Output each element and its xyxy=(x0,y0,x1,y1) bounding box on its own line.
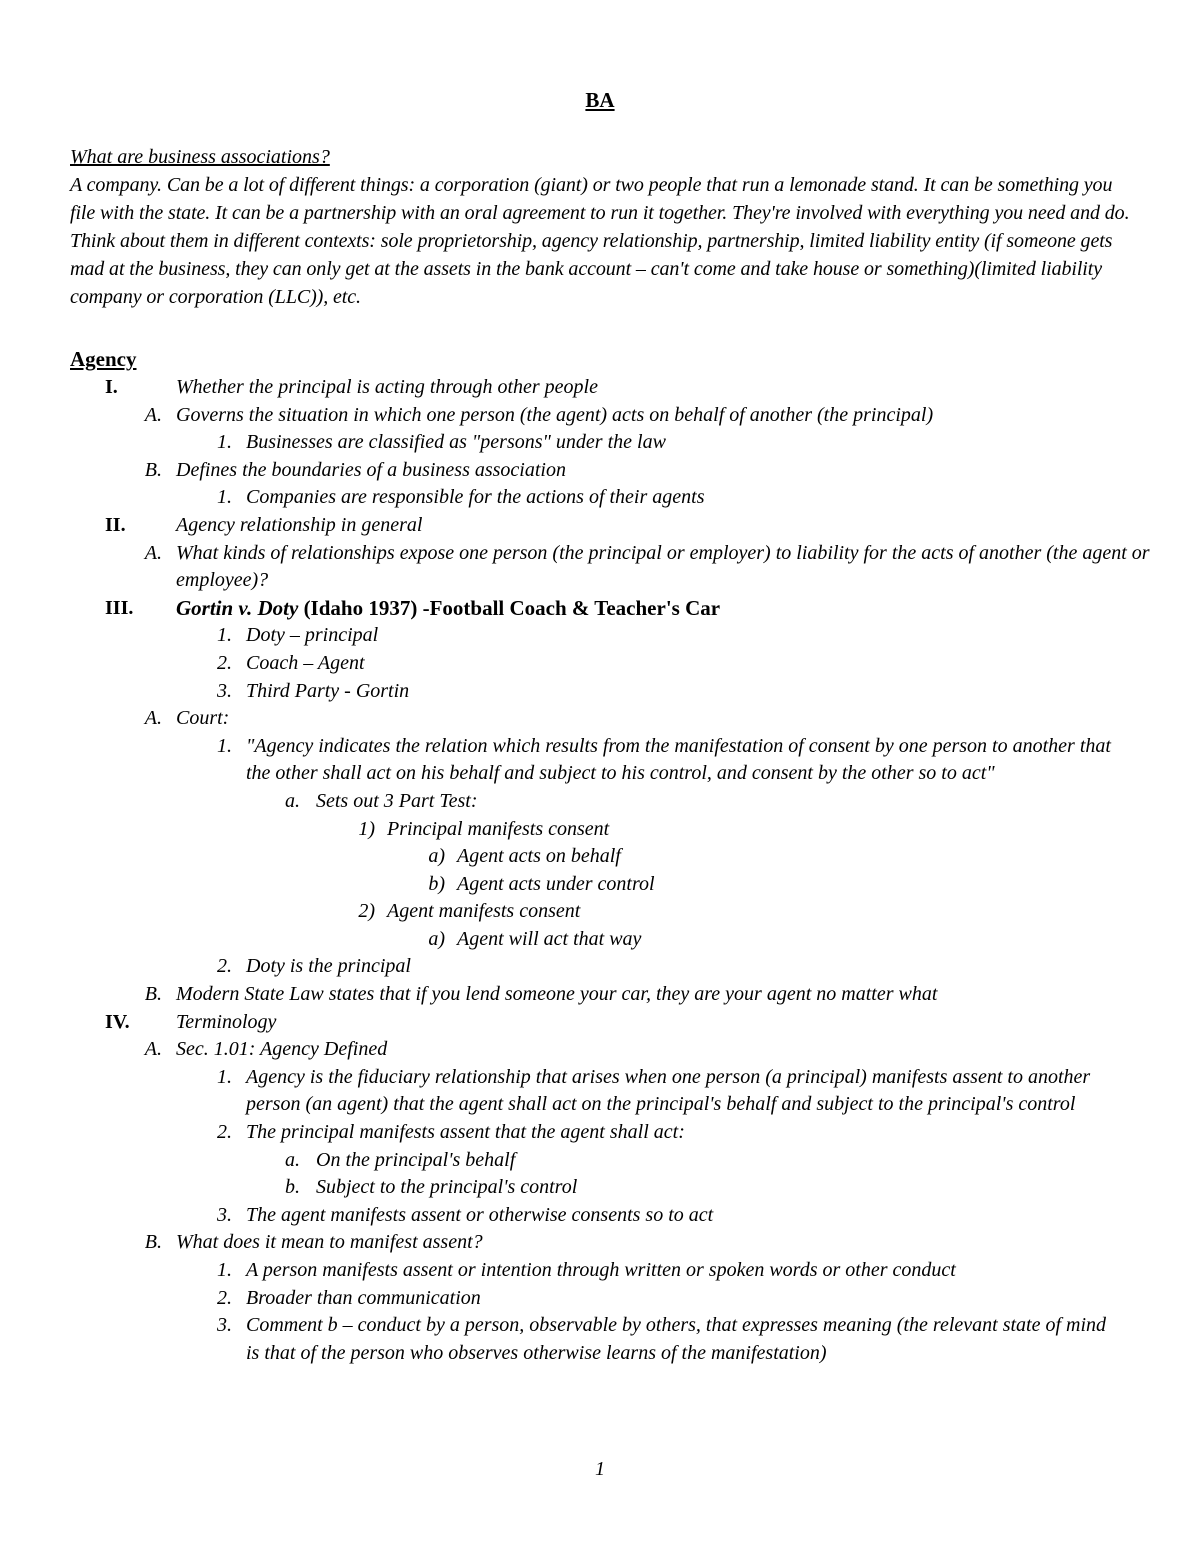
outline-marker: I. xyxy=(105,376,118,398)
outline-item xyxy=(0,1009,1200,1037)
outline-item xyxy=(0,1312,1200,1367)
outline-text: Defines the boundaries of a business association xyxy=(176,458,566,481)
outline-text: "Agency indicates the relation which results from the manifestation of consent by one person to another that the other shall act on his behalf and subject to his control, and consent by the other so to act" xyxy=(246,734,1111,785)
outline-text: Coach – Agent xyxy=(246,651,365,674)
outline-marker: a) xyxy=(428,927,445,950)
outline-text: What kinds of relationships expose one person (the principal or employer) to liability for the acts of another (the agent or employee)? xyxy=(176,541,1150,592)
outline-text: Companies are responsible for the actions of their agents xyxy=(246,486,705,509)
outline-item xyxy=(0,1257,1200,1285)
case-name: Gortin v. Doty xyxy=(176,595,299,620)
outline-marker: 2. xyxy=(217,651,232,674)
outline-text: What does it mean to manifest assent? xyxy=(176,1231,483,1254)
outline-marker: 3. xyxy=(217,1203,232,1226)
outline-text: Agent manifests consent xyxy=(387,900,581,923)
outline-item xyxy=(0,953,1200,981)
outline-text: The agent manifests assent or otherwise consents so to act xyxy=(246,1203,714,1226)
outline-text: Sec. 1.01: Agency Defined xyxy=(176,1038,388,1061)
outline-text: Principal manifests consent xyxy=(387,817,610,840)
outline-item xyxy=(0,816,1200,844)
case-heading xyxy=(176,595,1200,623)
outline-item xyxy=(0,705,1200,733)
outline-text: Governs the situation in which one person (the agent) acts on behalf of another (the principal) xyxy=(176,403,934,426)
outline-text: Agency relationship in general xyxy=(176,513,423,536)
outline-text: Agency is the fiduciary relationship that arises when one person (a principal) manifests assent to another person (an agent) that the agent shall act on the principal's behalf and subject to the principal's control xyxy=(246,1065,1091,1116)
outline-item xyxy=(0,650,1200,678)
outline-item xyxy=(0,1174,1200,1202)
outline-marker: A. xyxy=(144,541,162,564)
outline-text: Comment b – conduct by a person, observable by others, that expresses meaning (the relevant state of mind is that of the person who observes otherwise learns of the manifestation) xyxy=(246,1314,1107,1364)
outline-text: Modern State Law states that if you lend someone your car, they are your agent no matter what xyxy=(176,983,938,1006)
outline-item xyxy=(0,733,1200,788)
outline-item xyxy=(0,512,1200,540)
outline-marker: 1. xyxy=(217,624,232,647)
outline-item xyxy=(0,1119,1200,1147)
outline-marker: 1. xyxy=(217,1259,232,1281)
section-heading: Agency xyxy=(70,347,137,371)
case-detail: (Idaho 1937) -Football Coach & Teacher's Car xyxy=(298,595,721,620)
outline-item xyxy=(0,1064,1200,1119)
intro-question: What are business associations? xyxy=(70,146,330,168)
outline-text: Agent will act that way xyxy=(457,927,642,950)
outline-marker: 1. xyxy=(217,734,232,757)
outline-marker: 3. xyxy=(217,1314,232,1337)
outline-item xyxy=(0,1036,1200,1064)
outline-marker: A. xyxy=(144,707,162,730)
outline-text: Doty – principal xyxy=(246,624,379,647)
outline-marker: b. xyxy=(285,1176,300,1199)
document-title: BA xyxy=(585,88,615,112)
outline-marker: III. xyxy=(105,596,134,619)
outline-text: Doty is the principal xyxy=(246,955,411,978)
outline-text: Whether the principal is acting through other people xyxy=(176,376,598,398)
outline-item xyxy=(0,926,1200,954)
outline-marker: a. xyxy=(285,789,300,812)
outline-marker: b) xyxy=(428,872,445,895)
outline-item xyxy=(0,429,1200,457)
intro-answer: A company. Can be a lot of different things: a corporation (giant) or two people that run a lemonade stand. It can be something you file with the state. It can be a partnership with an oral agreement to run it together. They're involved with everything you need and do. Think about them in different contexts: sole proprietorship, agency relationship, partnership, limited liability entity (if someone gets mad at the business, they can only get at the assets in the bank account – can't come and take house or something)(limited liability company or corporation (LLC)), etc. xyxy=(70,174,1130,308)
outline-marker: 1. xyxy=(217,486,232,509)
outline-text: Agent acts under control xyxy=(457,872,655,895)
outline-item xyxy=(0,981,1200,1009)
outline-marker: 2. xyxy=(217,955,232,978)
outline-marker: 1. xyxy=(217,1065,232,1088)
outline-item xyxy=(0,678,1200,706)
outline-text: On the principal's behalf xyxy=(316,1148,516,1171)
outline-marker: II. xyxy=(105,513,126,536)
outline-text: Third Party - Gortin xyxy=(246,679,410,702)
outline-text: Businesses are classified as "persons" under the law xyxy=(246,431,666,454)
outline-item xyxy=(0,788,1200,816)
outline-marker: 2. xyxy=(217,1286,232,1309)
outline-marker: 1) xyxy=(358,817,375,840)
outline-marker: 2. xyxy=(217,1121,232,1144)
outline-marker: IV. xyxy=(105,1010,130,1033)
outline-item xyxy=(0,622,1200,650)
outline-text: Agent acts on behalf xyxy=(457,845,621,868)
outline-marker: B. xyxy=(144,1231,162,1254)
intro-section xyxy=(70,143,1135,311)
outline-marker: A. xyxy=(144,403,162,426)
outline-text: Sets out 3 Part Test: xyxy=(316,789,478,812)
outline-item xyxy=(0,374,1200,402)
page-number: 1 xyxy=(595,1458,605,1480)
outline-marker: 1. xyxy=(217,431,232,454)
outline-item xyxy=(0,898,1200,926)
outline-item xyxy=(0,457,1200,485)
outline-marker: B. xyxy=(144,983,162,1006)
outline-item xyxy=(0,595,1200,623)
outline-marker: 3. xyxy=(217,679,232,702)
outline-marker: A. xyxy=(144,1038,162,1061)
outline-text: Broader than communication xyxy=(246,1286,481,1309)
outline-item xyxy=(0,402,1200,430)
outline-item xyxy=(0,1229,1200,1257)
outline-item xyxy=(0,1147,1200,1175)
outline-item xyxy=(0,871,1200,899)
outline-marker: a) xyxy=(428,845,445,868)
outline-item xyxy=(0,843,1200,871)
outline-text: Subject to the principal's control xyxy=(316,1176,578,1199)
outline-item xyxy=(0,1202,1200,1230)
outline-text: The principal manifests assent that the agent shall act: xyxy=(246,1121,685,1144)
outline-item xyxy=(0,540,1200,595)
outline-marker: 2) xyxy=(358,900,375,923)
outline-list xyxy=(0,374,1200,1367)
outline-text: A person manifests assent or intention through written or spoken words or other conduct xyxy=(246,1259,956,1281)
outline-item xyxy=(0,484,1200,512)
outline-item xyxy=(0,1285,1200,1313)
outline-marker: B. xyxy=(144,458,162,481)
outline-text: Terminology xyxy=(176,1010,277,1033)
outline-marker: a. xyxy=(285,1148,300,1171)
outline-text: Court: xyxy=(176,707,230,730)
